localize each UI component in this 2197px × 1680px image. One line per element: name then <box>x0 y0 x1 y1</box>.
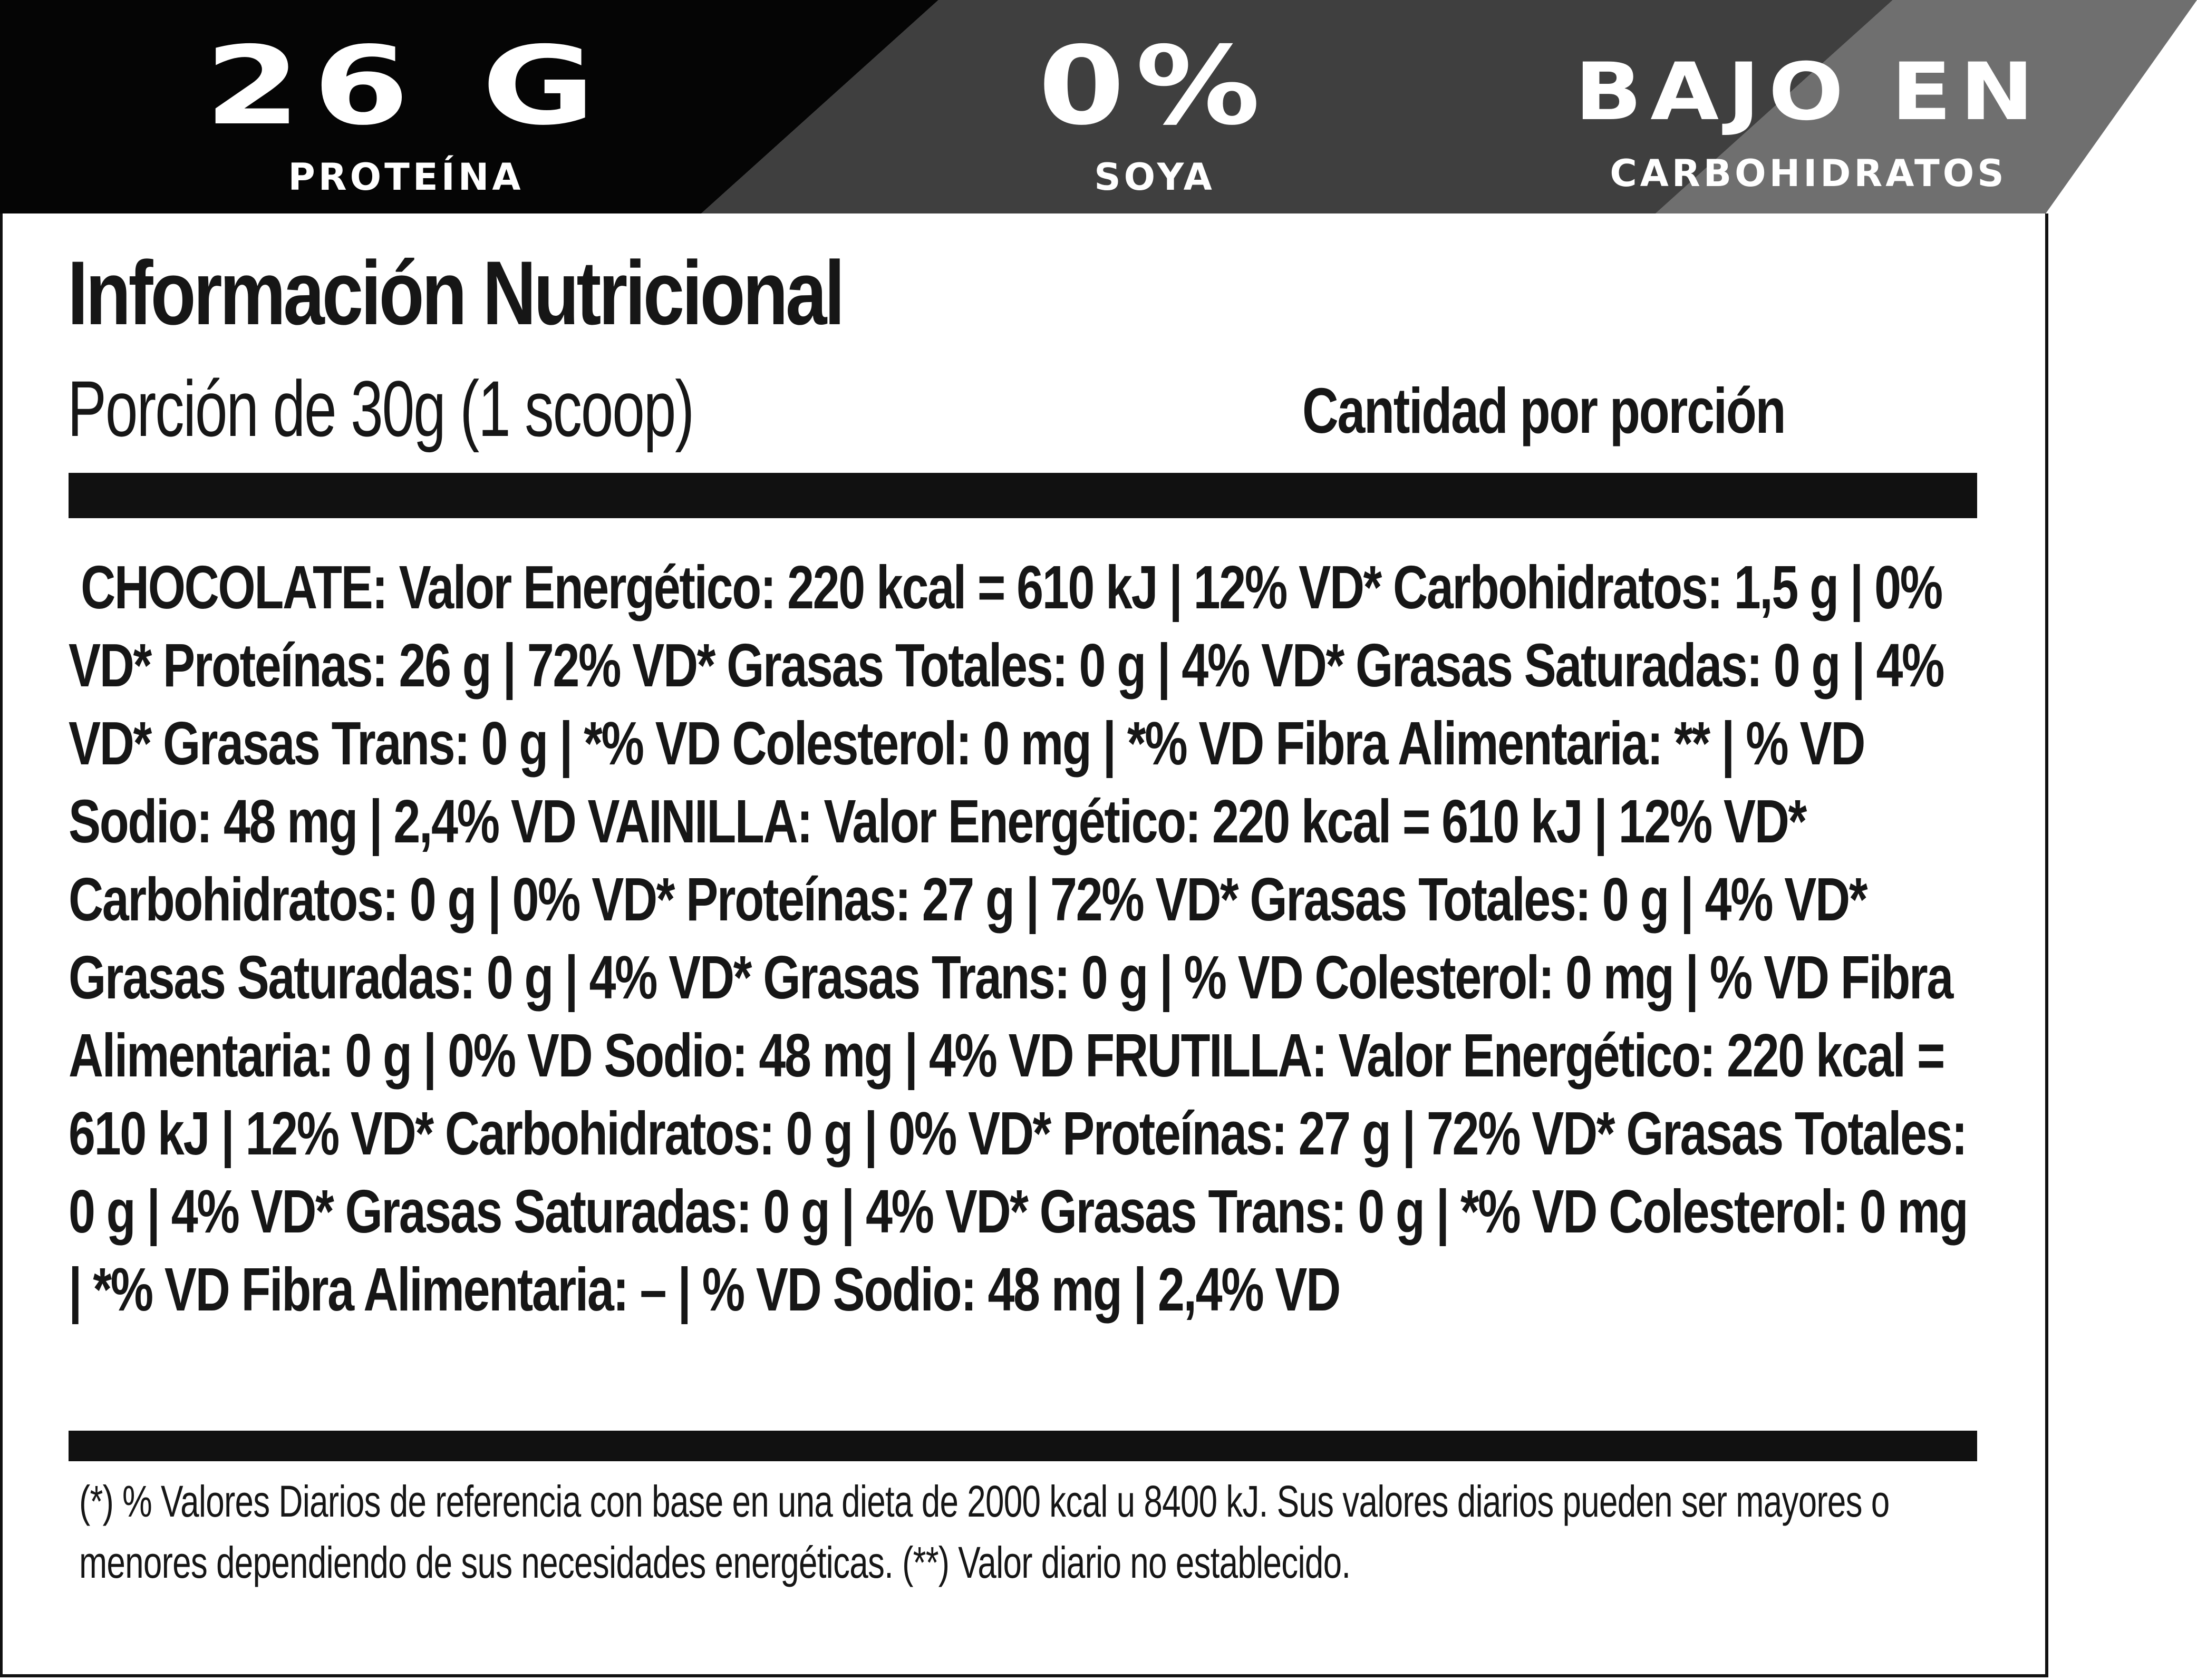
label-border-right <box>2045 213 2048 1677</box>
label-border-bottom <box>0 1674 2048 1677</box>
divider-thick <box>69 473 1977 518</box>
protein-value: 26 G <box>204 24 608 149</box>
protein-label: PROTEÍNA <box>288 156 524 199</box>
flavor-name-vainilla: VAINILLA: <box>587 787 812 856</box>
carbs-badge <box>1518 0 2098 213</box>
label-title: Información Nutricional <box>67 242 843 344</box>
carbs-label: CARBOHIDRATOS <box>1610 152 2007 195</box>
amount-per-serving-header: Cantidad por porción <box>1302 375 1785 446</box>
daily-value-footnote: (*) % Valores Diarios de referencia con base en una dieta de 2000 kcal u 8400 kJ. Sus valores diarios pueden ser mayores o menores dependiendo de sus necesidades energéticas. (**) Valor diario no establecido. <box>79 1477 1890 1587</box>
flavor-name-chocolate: CHOCOLATE: <box>81 553 387 621</box>
nutrition-facts-text <box>69 548 1976 1328</box>
label-border-left <box>0 213 3 1677</box>
claims-banner <box>0 0 2197 213</box>
soy-value: 0% <box>1038 24 1271 149</box>
serving-size: Porción de 30g (1 scoop) <box>67 364 693 453</box>
flavor-facts-chocolate: Valor Energético: 220 kcal = 610 kJ | 12% VD* Carbohidratos: 1,5 g | 0% VD* Proteínas: 26 g | 72% VD* Grasas Totales: 0 g | 4% VD* Grasas Saturadas: 0 g | 4% VD* Grasas Trans: 0 g | *% VD Colesterol: 0 mg | *% VD Fibra Alimentaria: ** | % VD Sodio: 48 mg | 2,4% VD <box>69 553 1944 856</box>
protein-badge <box>200 0 612 213</box>
soy-label: SOYA <box>1094 156 1215 199</box>
carbs-value: BAJO EN <box>1574 46 2043 138</box>
soy-badge <box>991 0 1318 213</box>
flavor-facts-vainilla: Valor Energético: 220 kcal = 610 kJ | 12% VD* Carbohidratos: 0 g | 0% VD* Proteínas: 27 g | 72% VD* Grasas Totales: 0 g | 4% VD* Grasas Saturadas: 0 g | 4% VD* Grasas Trans: 0 g | % VD Colesterol: 0 mg | % VD Fibra Alimentaria: 0 g | 0% VD Sodio: 48 mg | 4% VD <box>69 787 1952 1090</box>
flavor-name-frutilla: FRUTILLA: <box>1085 1021 1327 1090</box>
flavor-facts-frutilla: Valor Energético: 220 kcal = 610 kJ | 12% VD* Carbohidratos: 0 g | 0% VD* Proteínas: 27 g | 72% VD* Grasas Totales: 0 g | 4% VD* Grasas Saturadas: 0 g | 4% VD* Grasas Trans: 0 g | *% VD Colesterol: 0 mg | *% VD Fibra Alimentaria: – | % VD Sodio: 48 mg | 2,4% VD <box>69 1021 1968 1324</box>
divider-bottom <box>69 1431 1977 1461</box>
